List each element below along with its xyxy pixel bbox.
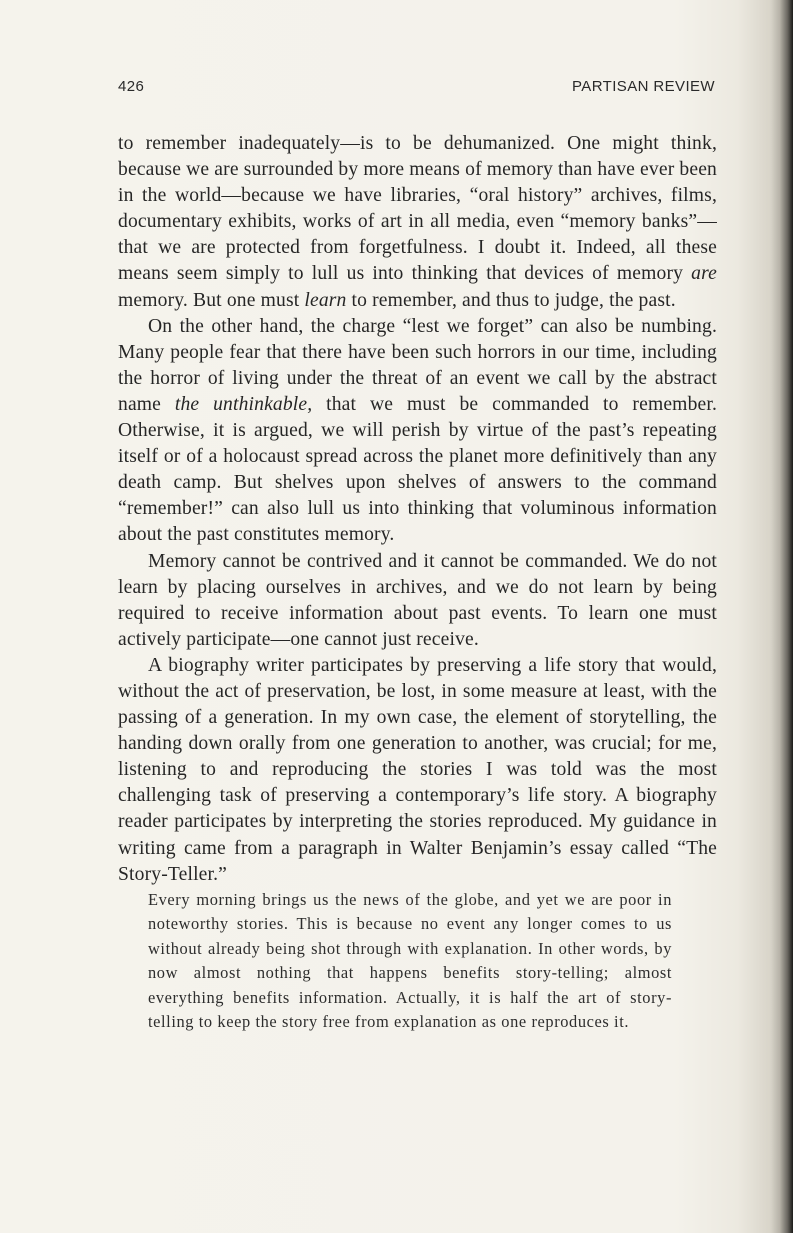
paragraph-1-end: to remember, and thus to judge, the past. bbox=[346, 289, 676, 311]
body-text bbox=[118, 131, 717, 888]
paragraph-4: A biography writer participates by preserving a life story that would, without the act of preservation, be lost, in some measure at least, with the passing of a generation. In my own case, the element of storytelling, the handing down orally from one generation to another, was crucial; for me, listening to and reproducing the stories I was told was the most challenging task of preserving a contemporary’s life story. A biography reader participates by interpreting the stories reproduced. My guidance in writing came from a paragraph in Walter Benjamin’s essay called “The Story-Teller.” bbox=[118, 654, 717, 885]
page-number: 426 bbox=[118, 78, 145, 95]
paragraph-1-text: to remember inadequately—is to be dehumanized. One might think, because we are surrounded by more means of memory than have ever been in the world—because we have libraries, “oral history” archives, films, documentary exhibits, works of art in all media, even “memory banks”—that we are protected from forgetfulness. I doubt it. Indeed, all these means seem simply to lull us into thinking that devices of memory bbox=[118, 133, 718, 285]
emphasis-are: are bbox=[691, 263, 717, 285]
page-header bbox=[118, 78, 715, 100]
block-quote-text: Every morning brings us the news of the globe, and yet we are poor in noteworthy stories. This is because no event any longer comes to us without already being shot through with explanation. In other words, by now almost nothing that happens benefits story-telling; almost everything benefits information. Actually, it is half the art of story-telling to keep the story free from explanation as one reproduces it. bbox=[148, 890, 672, 1032]
paragraph-2-end: that we must be commanded to remember. Otherwise, it is argued, we will perish by virtue of the past’s repeating itself or of a holocaust spread across the planet more definitively than any death camp. But shelves upon shelves of answers to the command “remember!” can also lull us into thinking that voluminous information about the past constitutes memory. bbox=[118, 393, 718, 546]
page-edge-shadow bbox=[771, 0, 793, 1233]
emphasis-learn: learn bbox=[304, 289, 347, 311]
emphasis-unthinkable: the unthinkable, bbox=[174, 393, 313, 415]
paragraph-2-text: On the other hand, the charge “lest we forget” can also be numbing. Many people fear that there have been such horrors in our time, including the horror of living under the threat of an event we call by the abstract name bbox=[118, 315, 717, 415]
paragraph-1-cont: memory. But one must bbox=[118, 289, 305, 311]
paragraph-2 bbox=[118, 314, 717, 549]
paragraph-1 bbox=[118, 131, 717, 314]
block-quote bbox=[148, 888, 672, 1034]
paragraph-3: Memory cannot be contrived and it cannot be commanded. We do not learn by placing ourselves in archives, and we do not learn by being required to receive information about past events. To learn one must actively participate—one cannot just receive. bbox=[118, 550, 717, 650]
running-head: PARTISAN REVIEW bbox=[572, 78, 715, 95]
